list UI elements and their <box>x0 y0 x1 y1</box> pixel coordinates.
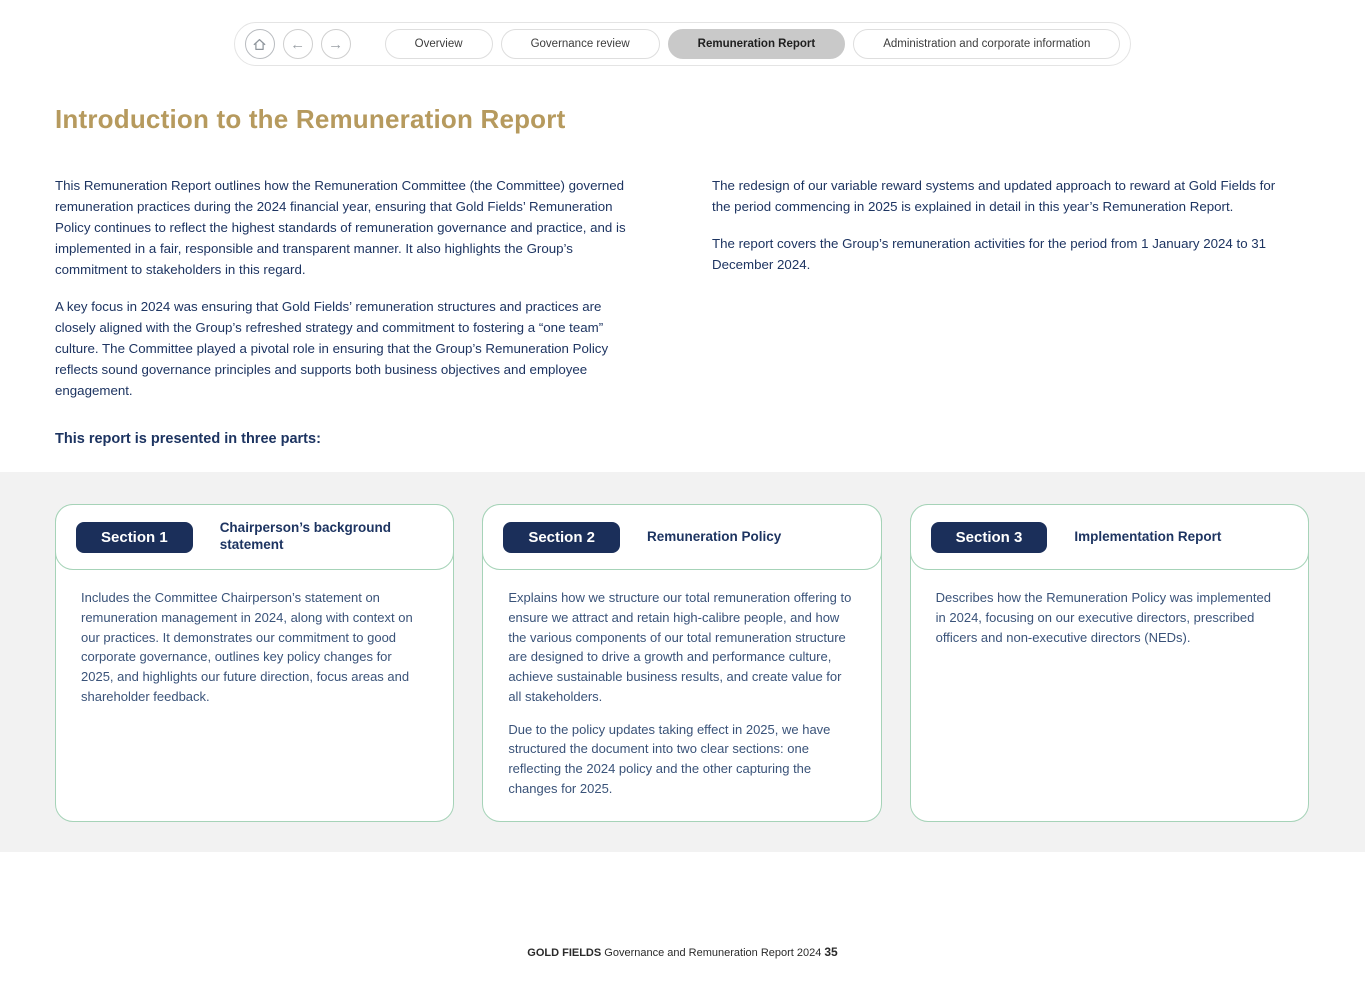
page-content <box>0 104 1365 447</box>
page-footer <box>0 945 1365 959</box>
home-button[interactable] <box>245 29 275 59</box>
report-parts-lead: This report is presented in three parts: <box>55 431 321 447</box>
intro-paragraph: A key focus in 2024 was ensuring that Gold Fields’ remuneration structures and practices are closely aligned with the Group’s refreshed strategy and commitment to fostering a “one team” culture. The Committee played a pivotal role in ensuring that the Group’s Remuneration Policy reflects sound governance principles and supports both business objectives and employee engagement. <box>55 299 609 398</box>
section-3-badge: Section 3 <box>931 522 1048 553</box>
section-3-card <box>910 504 1309 822</box>
intro-columns <box>55 175 1310 401</box>
home-icon <box>252 37 267 52</box>
section-1-body <box>56 570 453 729</box>
back-button[interactable] <box>283 29 313 59</box>
section-3-title: Implementation Report <box>1074 528 1222 544</box>
section-1-card <box>55 504 454 822</box>
section-1-paragraph: Includes the Committee Chairperson’s statement on remuneration management in 2024, along with context on our practices. It demonstrates our commitment to good corporate governance, outlines key policy changes for 2025, and highlights our future direction, focus areas and shareholder feedback. <box>81 590 413 704</box>
intro-paragraph: The redesign of our variable reward systems and updated approach to reward at Gold Fields for the period commencing in 2025 is explained in detail in this year’s Remuneration Report. <box>712 178 1276 214</box>
section-2-badge: Section 2 <box>503 522 620 553</box>
section-1-title: Chairperson’s background statement <box>219 520 391 552</box>
footer-page-number: 35 <box>824 945 838 959</box>
forward-button[interactable] <box>321 29 351 59</box>
section-1-badge: Section 1 <box>76 522 193 553</box>
tab-overview[interactable]: Overview <box>385 29 493 59</box>
footer-report-name: Governance and Remuneration Report 2024 <box>601 947 822 959</box>
intro-paragraph: This Remuneration Report outlines how the Remuneration Committee (the Committee) governed remuneration practices during the 2024 financial year, ensuring that Gold Fields’ Remuneration Policy continues to reflect the highest standards of remuneration governance and practice, and is implemented in a fair, responsible and transparent manner. It also highlights the Group’s commitment to stakeholders in this regard. <box>55 178 626 277</box>
section-2-body <box>483 570 880 821</box>
intro-left-column <box>55 175 645 401</box>
intro-right-column <box>712 175 1290 401</box>
section-3-body <box>911 570 1308 669</box>
top-navigation <box>234 22 1132 66</box>
section-2-card-header <box>482 504 881 570</box>
tab-administration-corporate-information[interactable]: Administration and corporate information <box>853 29 1120 59</box>
tab-remuneration-report[interactable]: Remuneration Report <box>668 29 846 59</box>
section-2-title: Remuneration Policy <box>647 528 782 544</box>
section-2-paragraph: Due to the policy updates taking effect in 2025, we have structured the document into two clear sections: one reflecting the 2024 policy and the other capturing the changes for 2025. <box>508 721 831 796</box>
section-3-card-header <box>910 504 1309 570</box>
section-2-card <box>482 504 881 822</box>
section-1-card-header <box>55 504 454 570</box>
section-2-paragraph: Explains how we structure our total remuneration offering to ensure we attract and retain high-calibre people, and how the various components of our total remuneration structure are designed to drive a growth and performance culture, achieve sustainable business results, and create value for all stakeholders. <box>508 590 852 704</box>
tab-governance-review[interactable]: Governance review <box>501 29 660 59</box>
page-title: Introduction to the Remuneration Report <box>55 104 566 134</box>
intro-paragraph: The report covers the Group’s remuneration activities for the period from 1 January 2024 to 31 December 2024. <box>712 236 1267 272</box>
arrow-right-icon: → <box>328 35 344 53</box>
section-3-paragraph: Describes how the Remuneration Policy was implemented in 2024, focusing on our executive directors, prescribed officers and non-executive directors (NEDs). <box>935 590 1271 645</box>
nav-tabs <box>385 29 1121 59</box>
footer-brand: GOLD FIELDS <box>527 947 602 959</box>
sections-band <box>0 472 1365 852</box>
arrow-left-icon: ← <box>290 35 306 53</box>
